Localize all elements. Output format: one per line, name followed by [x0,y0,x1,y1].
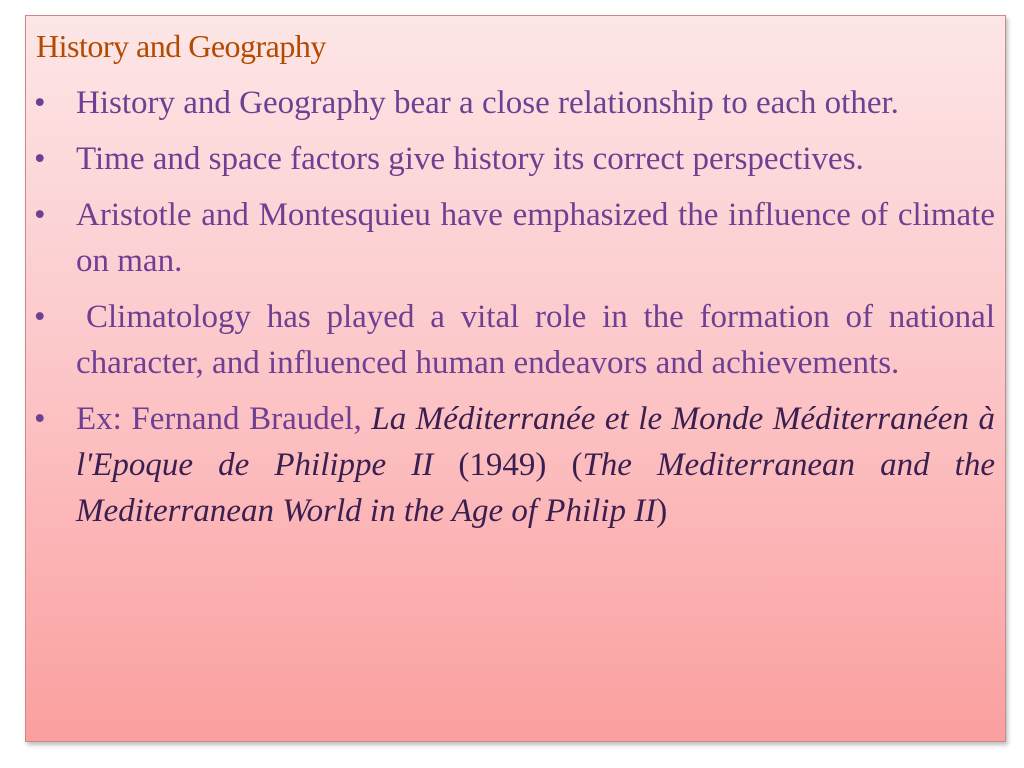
bullet-text: Time and space factors give history its correct perspectives. [76,141,864,177]
slide [25,15,1006,742]
bullet-item [26,136,1007,182]
bullet-dot-icon: • [34,401,46,437]
example-prefix: Ex: Fernand Braudel, [76,401,372,437]
english-book-title: The Mediterranean and the Mediterranean World in the Age of Philip II [76,447,995,529]
closing-paren: ) [656,493,668,529]
french-book-title: La Méditerranée et le Monde Méditerranéen à l'Epoque de Philippe II [76,401,995,483]
publication-year: (1949) ( [433,447,583,483]
bullet-dot-icon: • [34,141,46,177]
bullet-item [26,294,1007,386]
bullet-item-example [26,396,1007,534]
bullet-list [26,80,1007,544]
example-text [76,401,995,529]
bullet-item [26,192,1007,284]
bullet-text: Climatology has played a vital role in the formation of national character, and influenced human endeavors and achievements. [76,299,995,381]
bullet-text: History and Geography bear a close relationship to each other. [76,85,899,121]
bullet-dot-icon: • [34,85,46,121]
bullet-dot-icon: • [34,299,46,335]
slide-title: History and Geography [36,28,326,64]
bullet-item [26,80,1007,126]
bullet-dot-icon: • [34,197,46,233]
bullet-text: Aristotle and Montesquieu have emphasized the influence of climate on man. [76,197,995,279]
